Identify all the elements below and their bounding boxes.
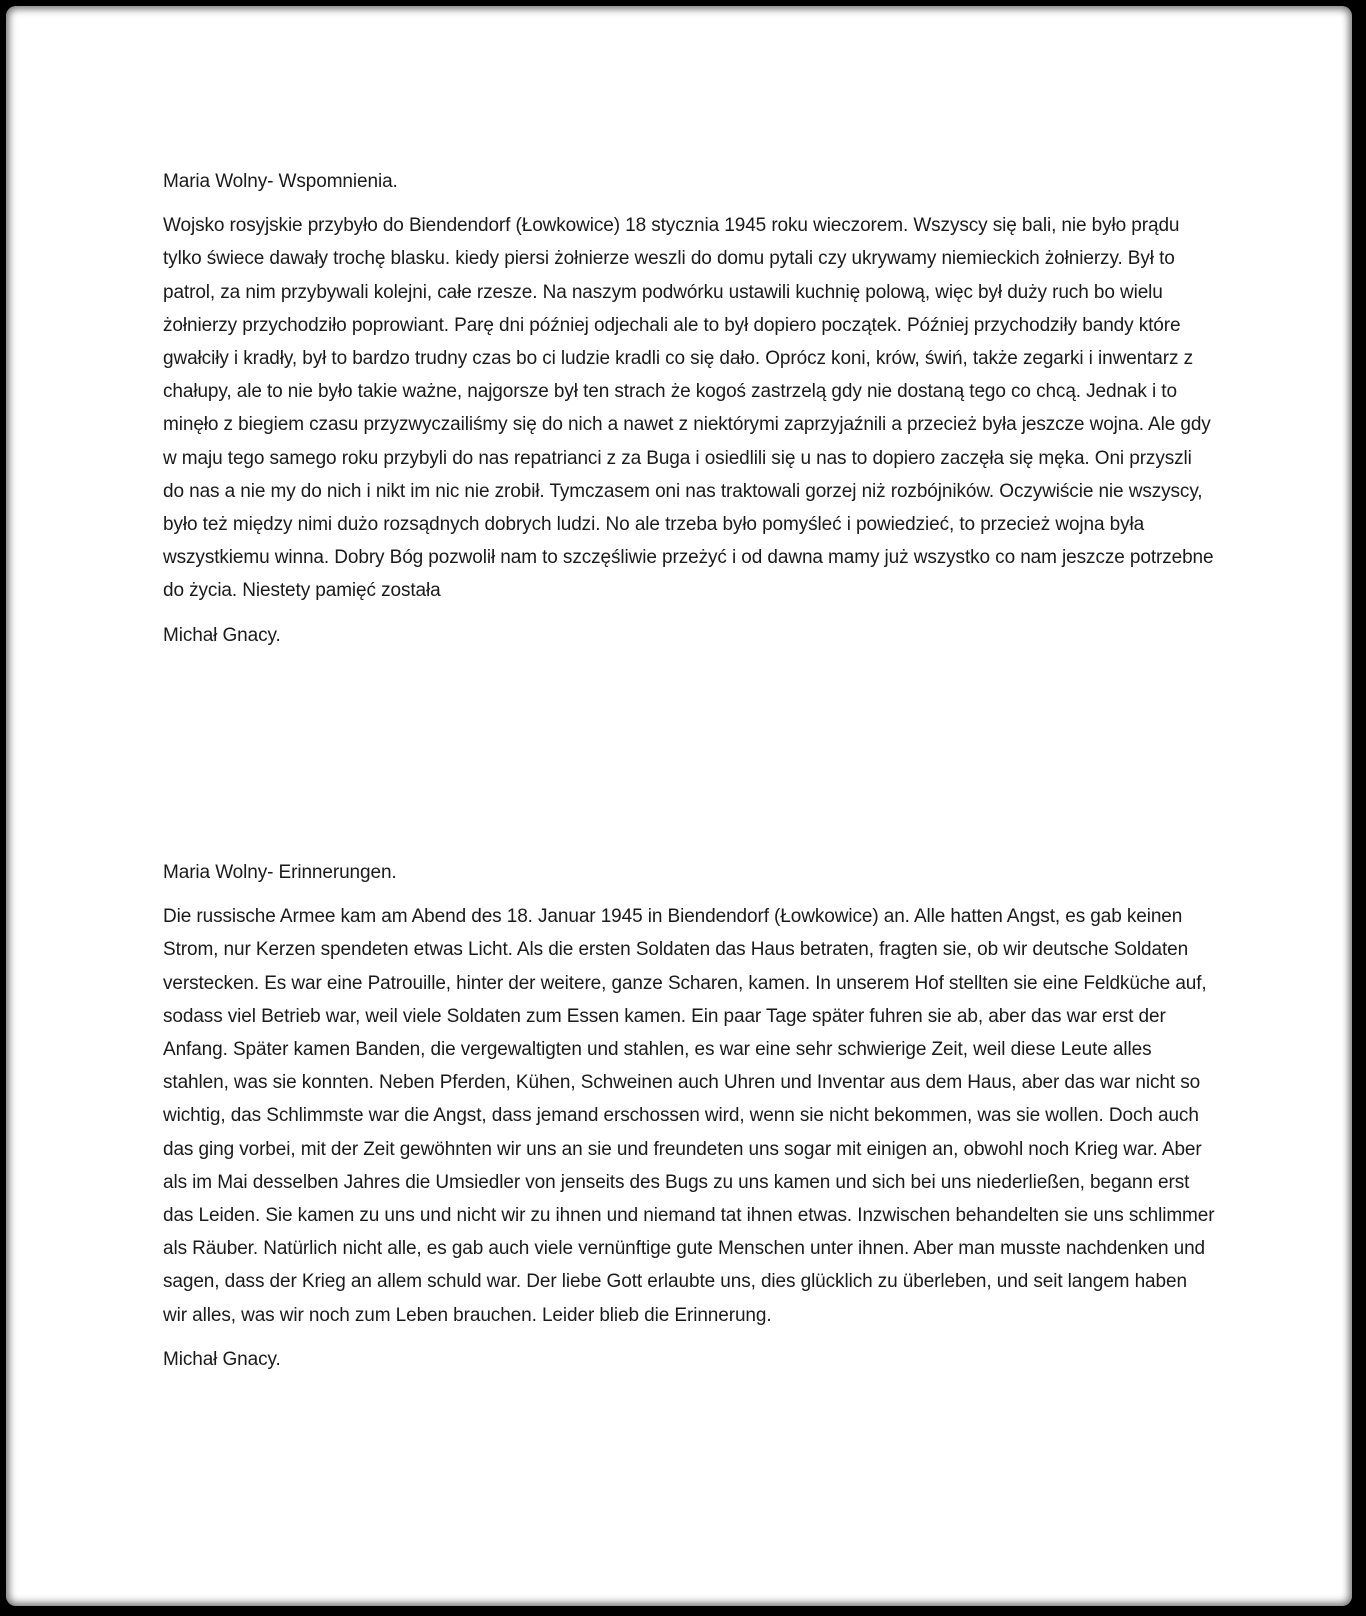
document-page [6, 6, 1352, 1606]
german-signature: Michał Gnacy. [163, 1348, 281, 1370]
polish-signature: Michał Gnacy. [163, 624, 281, 646]
german-title: Maria Wolny- Erinnerungen. [163, 862, 397, 883]
polish-body: Wojsko rosyjskie przybyło do Biendendorf (Łowkowice) 18 stycznia 1945 roku wieczorem. Wszyscy się bali, nie było prądu tylko świece dawały trochę blasku. kiedy piersi żołnierze weszli do domu pytali czy ukrywamy niemieckich żołnierzy. Był to patrol, za nim przybywali kolejni, całe rzesze. Na naszym podwórku ustawili kuchnię polową, więc był duży ruch bo wielu żołnierzy przychodziło poprowiant. Parę dni później odjechali ale to był dopiero początek. Później przychodziły bandy które gwałciły i kradły, był to bardzo trudny czas bo ci ludzie kradli co się dało. Oprócz koni, krów, świń, także zegarki i inwentarz z chałupy, ale to nie było takie ważne, najgorsze był ten strach że kogoś zastrzelą gdy nie dostaną tego co chcą. Jednak i to minęło z biegiem czasu przyzwyczailiśmy się do nich a nawet z niektórymi zaprzyjaźnili a przecież była jeszcze wojna. Ale gdy w maju tego samego roku przybyli do nas repatrianci z za Buga i osiedlili się u nas to dopiero zaczęła się męka. Oni przyszli do nas a nie my do nich i nikt im nic nie zrobił. Tymczasem oni nas traktowali gorzej niż rozbójników. Oczywiście nie wszyscy, było też między nimi dużo rozsądnych dobrych ludzi. No ale trzeba było pomyśleć i powiedzieć, to przecież wojna była wszystkiemu winna. Dobry Bóg pozwolił nam to szczęśliwie przeżyć i od dawna mamy już wszystko co nam jeszcze potrzebne do życia. Niestety pamięć została [163, 215, 1214, 602]
polish-section [163, 165, 1215, 652]
german-section [163, 856, 1215, 1376]
german-body: Die russische Armee kam am Abend des 18. Januar 1945 in Biendendorf (Łowkowice) an. Alle hatten Angst, es gab keinen Strom, nur Kerzen spendeten etwas Licht. Als die ersten Soldaten das Haus betraten, fragten sie, ob wir deutsche Soldaten verstecken. Es war eine Patrouille, hinter der weitere, ganze Scharen, kamen. In unserem Hof stellten sie eine Feldküche auf, sodass viel Betrieb war, weil viele Soldaten zum Essen kamen. Ein paar Tage später fuhren sie ab, aber das war erst der Anfang. Später kamen Banden, die vergewaltigten und stahlen, es war eine sehr schwierige Zeit, weil diese Leute alles stahlen, was sie konnten. Neben Pferden, Kühen, Schweinen auch Uhren und Inventar aus dem Haus, aber das war nicht so wichtig, das Schlimmste war die Angst, dass jemand erschossen wird, wenn sie nicht bekommen, was sie wollen. Doch auch das ging vorbei, mit der Zeit gewöhnten wir uns an sie und freundeten uns sogar mit einigen an, obwohl noch Krieg war. Aber als im Mai desselben Jahres die Umsiedler von jenseits des Bugs zu uns kamen und sich bei uns niederließen, begann erst das Leiden. Sie kamen zu uns und nicht wir zu ihnen und niemand tat ihnen etwas. Inzwischen behandelten sie uns schlimmer als Räuber. Natürlich nicht alle, es gab auch viele vernünftige gute Menschen unter ihnen. Aber man musste nachdenken und sagen, dass der Krieg an allem schuld war. Der liebe Gott erlaubte uns, dies glücklich zu überleben, und seit langem haben wir alles, was wir noch zum Leben brauchen. Leider blieb die Erinnerung. [163, 906, 1215, 1326]
polish-title: Maria Wolny- Wspomnienia. [163, 171, 398, 192]
